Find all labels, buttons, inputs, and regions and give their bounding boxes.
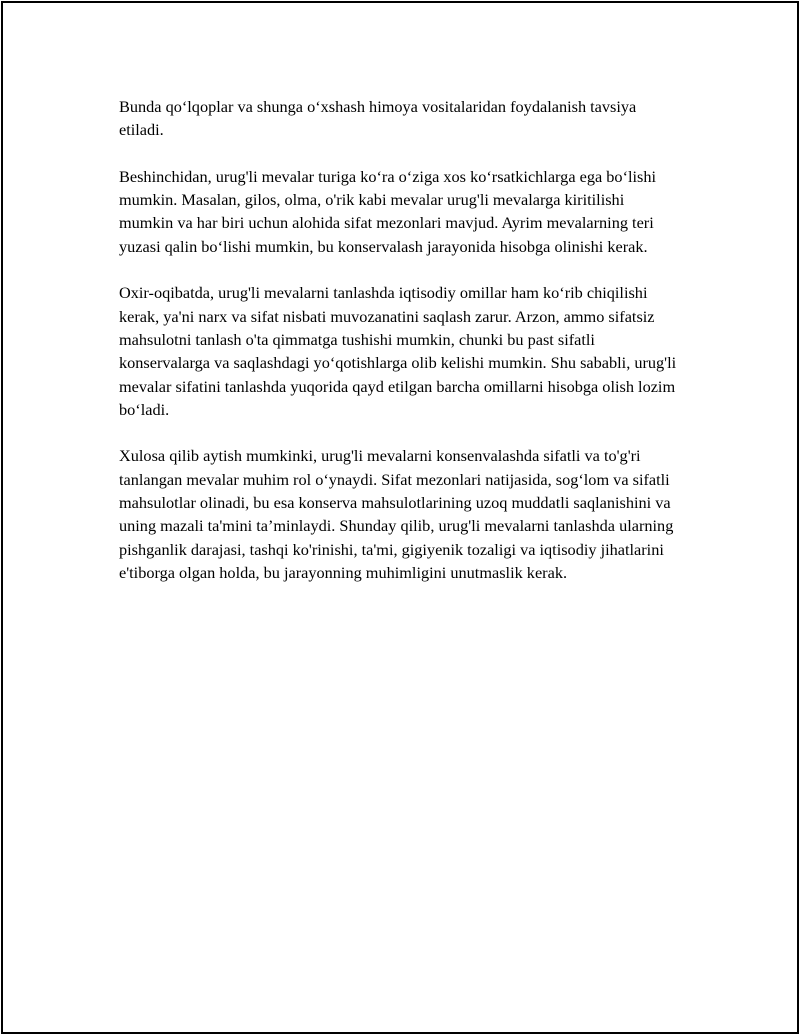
paragraph-1: Bunda qo‘lqoplar va shunga o‘xshash himoya vositalaridan foydalanish tavsiya etiladi. [119,97,637,140]
document-page [1,1,799,1034]
document-body [119,95,679,608]
paragraph-2: Beshinchidan, urug'li mevalar turiga ko‘ra o‘ziga xos ko‘rsatkichlarga ega bo‘lishi mumkin. Masalan, gilos, olma, o'rik kabi mevalar urug'li mevalarga kiritilishi mumkin va har biri uchun alohida sifat mezonlari mavjud. Ayrim mevalarning teri yuzasi qalin bo‘lishi mumkin, bu konservalash jarayonida hisobga olinishi kerak. [119,166,657,256]
paragraph-3: Oxir-oqibatda, urug'li mevalarni tanlashda iqtisodiy omillar ham ko‘rib chiqilishi kerak, ya'ni narx va sifat nisbati muvozanatini saqlash zarur. Arzon, ammo sifatsiz mahsulotni tanlash o'ta qimmatga tushishi mumkin, chunki bu past sifatli konservalarga va saqlashdagi yo‘qotishlarga olib kelishi mumkin. Shu sababli, urug'li mevalar sifatini tanlashda yuqorida qayd etilgan barcha omillarni hisobga olish lozim bo‘ladi. [119,283,677,419]
paragraph-4: Xulosa qilib aytish mumkinki, urug'li mevalarni konsenvalashda sifatli va to'g'ri tanlangan mevalar muhim rol o‘ynaydi. Sifat mezonlari natijasida, sog‘lom va sifatli mahsulotlar olinadi, bu esa konserva mahsulotlarining uzoq muddatli saqlanishini va uning mazali ta'mini ta’minlaydi. Shunday qilib, urug'li mevalarni tanlashda ularning pishganlik darajasi, tashqi ko'rinishi, ta'mi, gigiyenik tozaligi va iqtisodiy jihatlarini e'tiborga olgan holda, bu jarayonning muhimligini unutmaslik kerak. [119,446,674,582]
